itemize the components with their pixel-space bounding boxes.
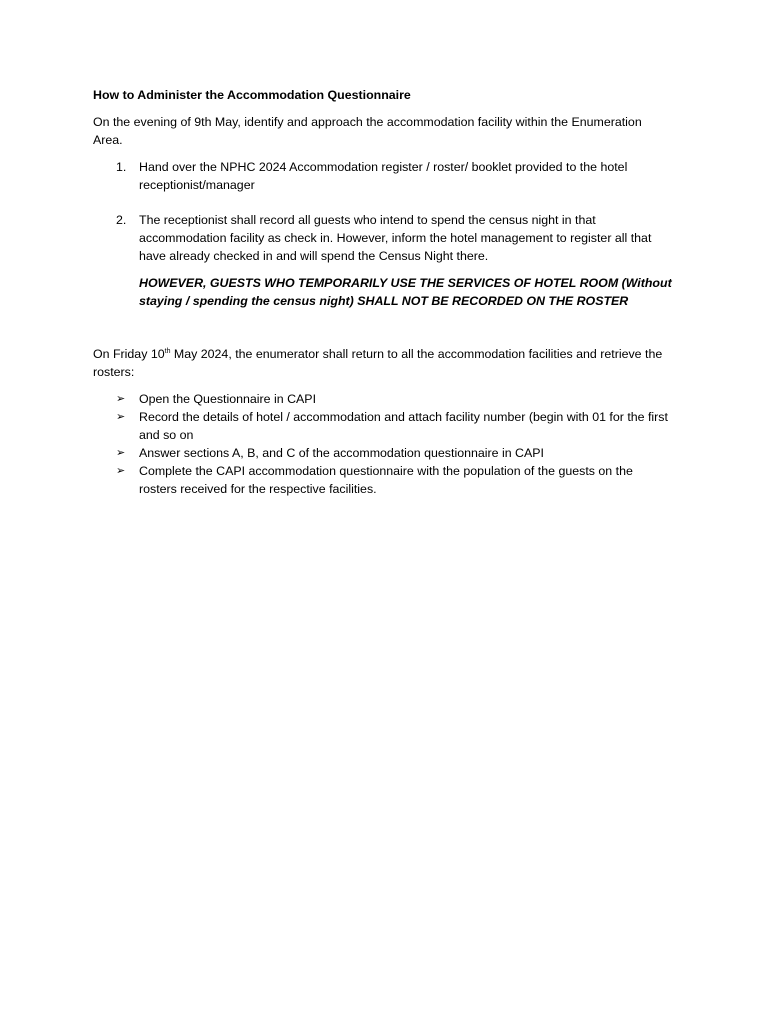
friday-paragraph: [93, 345, 673, 381]
document-title: How to Administer the Accommodation Questionnaire: [93, 88, 411, 102]
task-text: Complete the CAPI accommodation questionnaire with the population of the guests on the rosters received for the respective facilities.: [139, 464, 633, 496]
task-text: Open the Questionnaire in CAPI: [139, 392, 317, 406]
step-number: 2.: [116, 213, 127, 227]
task-list: [93, 390, 673, 498]
list-item: [93, 444, 673, 462]
arrow-bullet-icon: ➢: [116, 447, 126, 459]
step-item: [93, 211, 673, 265]
friday-text-before: On Friday 10: [93, 347, 165, 361]
arrow-bullet-icon: ➢: [116, 393, 126, 405]
task-text: Record the details of hotel / accommodation and attach facility number (begin with 01 for the first and so on: [139, 410, 668, 442]
step-text: Hand over the NPHC 2024 Accommodation register / roster/ booklet provided to the hotel receptionist/manager: [139, 160, 628, 192]
numbered-steps: [93, 158, 673, 265]
document-page: [93, 86, 673, 498]
arrow-bullet-icon: ➢: [116, 465, 126, 477]
intro-paragraph: On the evening of 9th May, identify and approach the accommodation facility within the Enumeration Area.: [93, 115, 642, 147]
warning-note: HOWEVER, GUESTS WHO TEMPORARILY USE THE SERVICES OF HOTEL ROOM (Without staying / spending the census night) SHALL NOT BE RECORDED ON THE ROSTER: [139, 276, 672, 308]
list-item: [93, 390, 673, 408]
friday-text-after: May 2024, the enumerator shall return to all the accommodation facilities and retrieve the rosters:: [93, 347, 663, 379]
arrow-bullet-icon: ➢: [116, 411, 126, 423]
step-text: The receptionist shall record all guests who intend to spend the census night in that accommodation facility as check in. However, inform the hotel management to register all that have already checked in and will spend the Census Night there.: [139, 213, 652, 263]
step-number: 1.: [116, 160, 127, 174]
ordinal-superscript: th: [164, 347, 171, 355]
list-item: [93, 462, 673, 498]
list-item: [93, 408, 673, 444]
task-text: Answer sections A, B, and C of the accommodation questionnaire in CAPI: [139, 446, 544, 460]
step-item: [93, 158, 673, 194]
